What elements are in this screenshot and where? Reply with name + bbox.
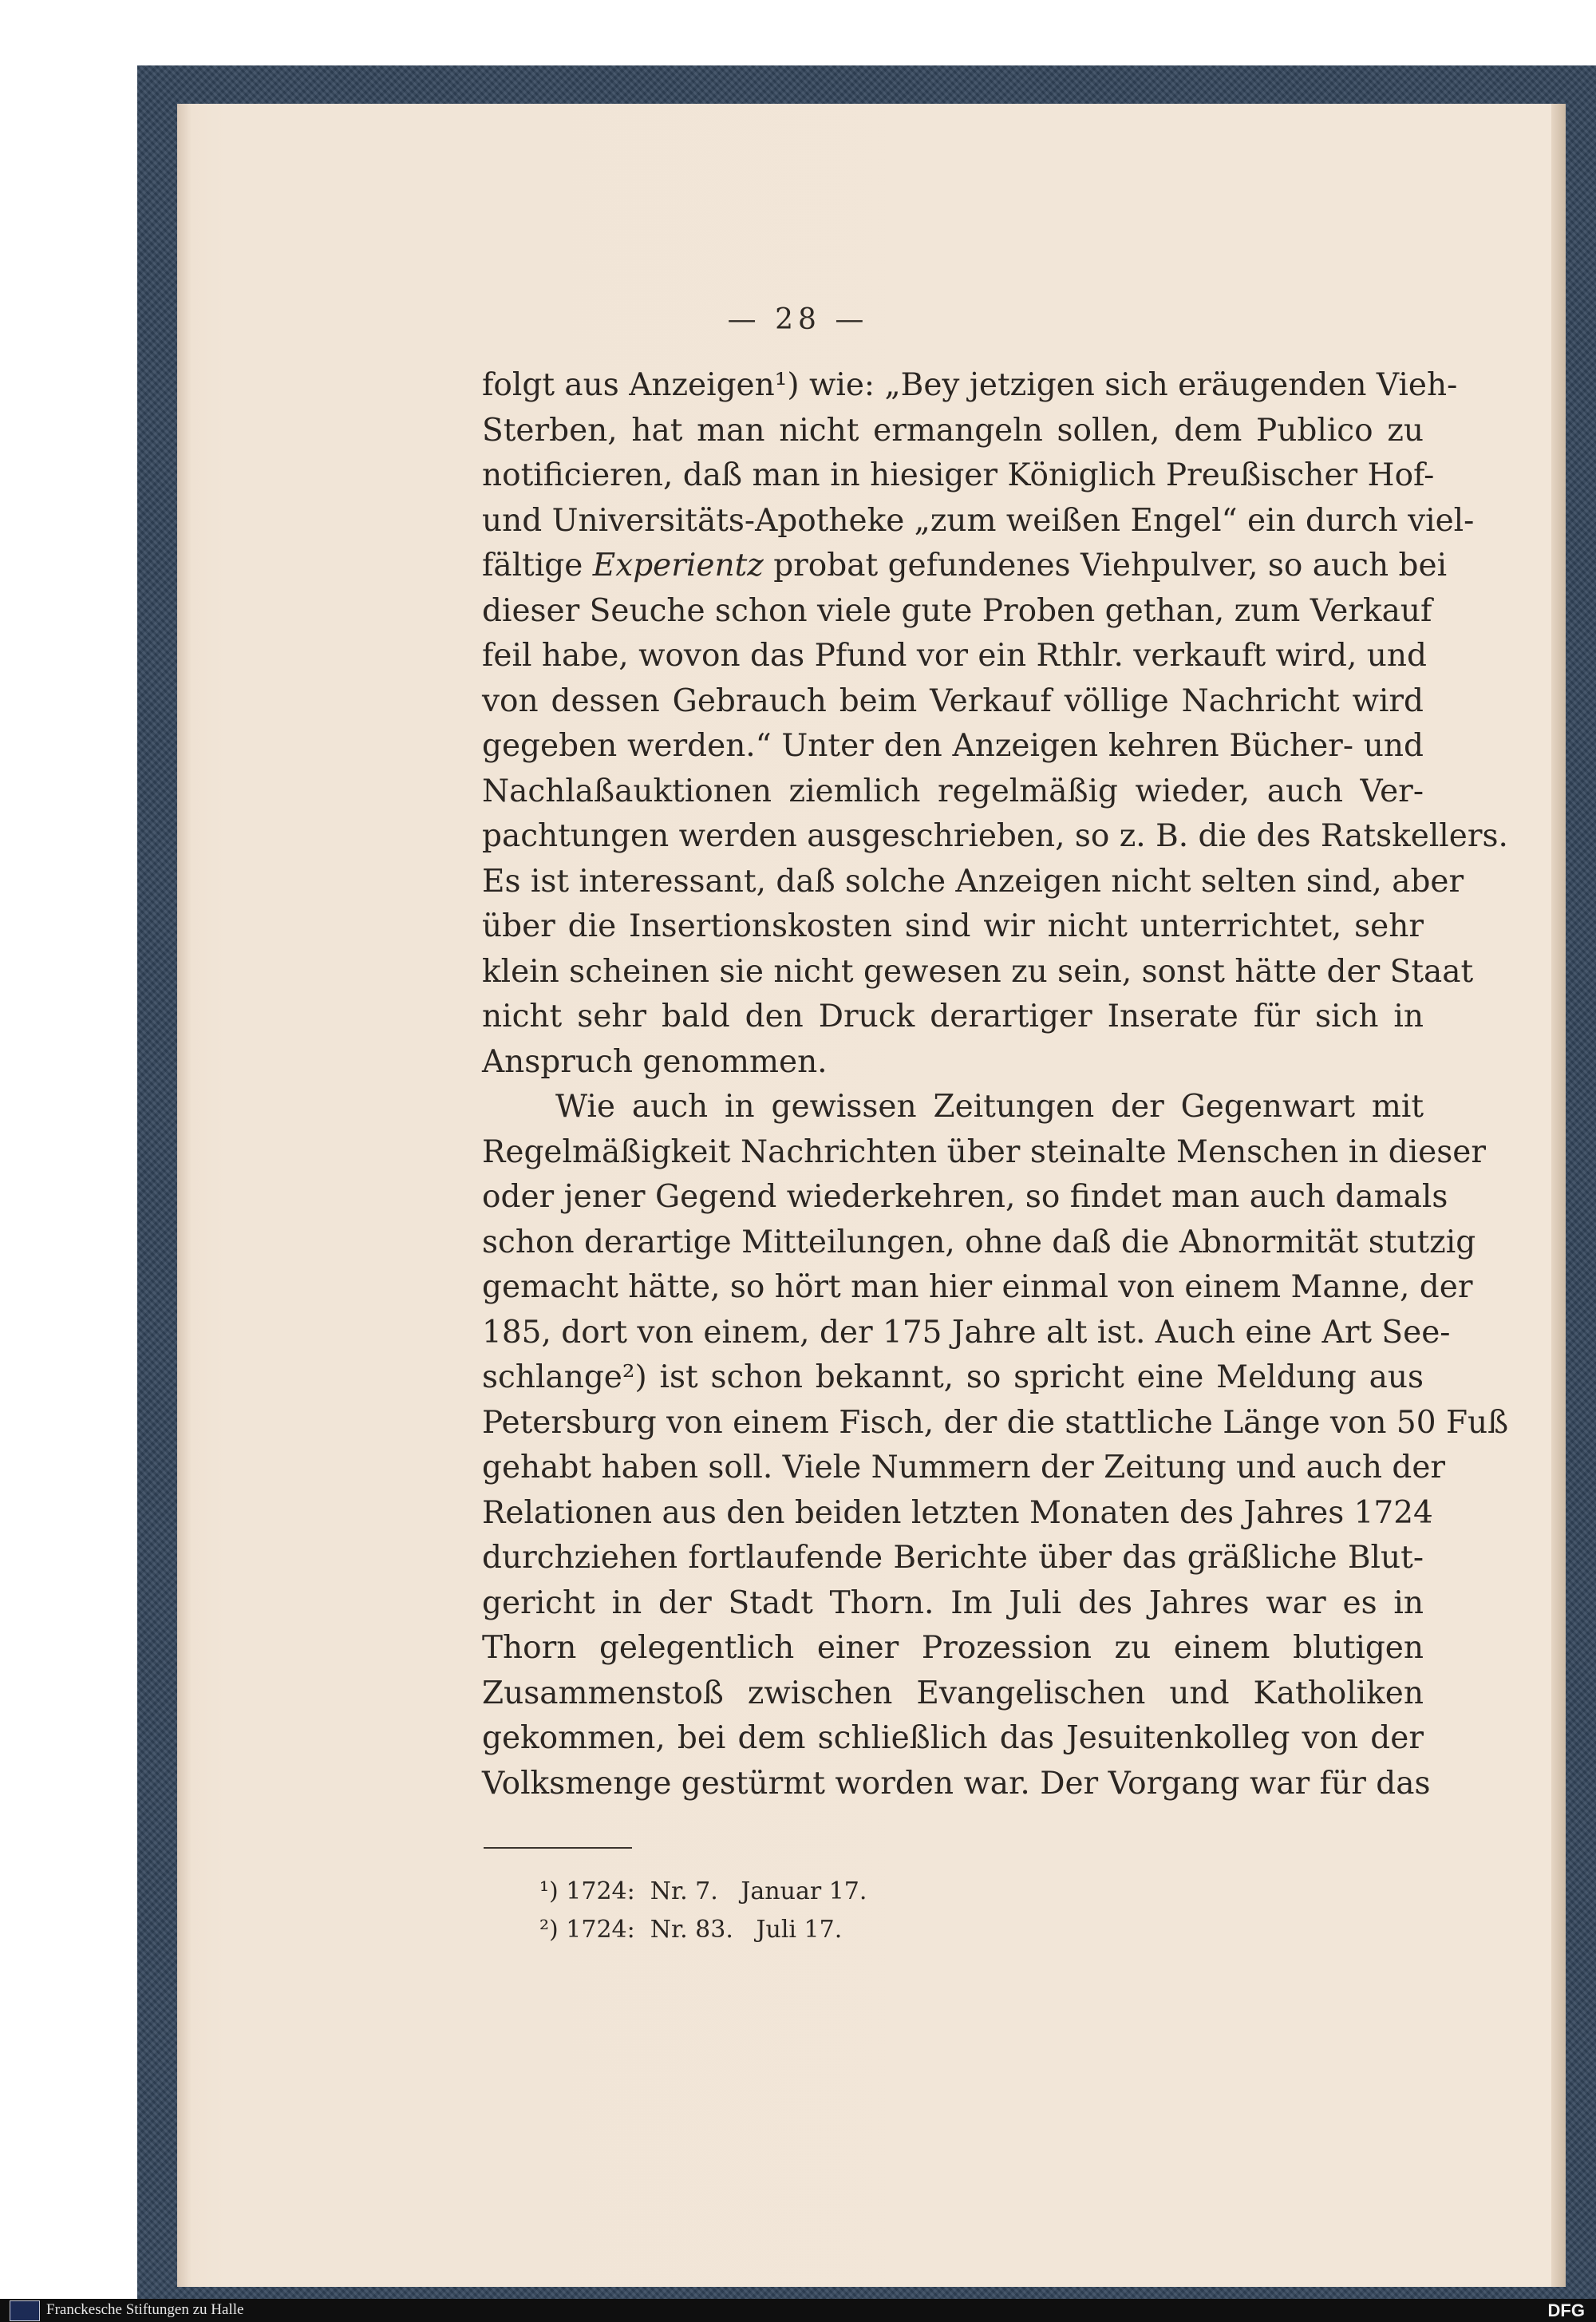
- text-line: dieser Seuche schon viele gute Proben gethan, zum Verkauf: [482, 592, 1432, 629]
- text-line: Es ist interessant, daß solche Anzeigen nicht selten sind, aber: [482, 863, 1464, 900]
- text-line: klein scheinen sie nicht gewesen zu sein, sonst hätte der Staat: [482, 953, 1474, 990]
- paragraph-1: [482, 363, 1508, 1085]
- page-edge: [1551, 104, 1566, 2287]
- paragraph-2: [482, 1085, 1509, 1806]
- text-line: Nachlaßauktionen ziemlich regelmäßig wieder, auch Ver-: [482, 773, 1424, 809]
- text-line: gehabt haben soll. Viele Nummern der Zeitung und auch der: [482, 1450, 1446, 1485]
- text-line: Regelmäßigkeit Nachrichten über steinalte Menschen in dieser: [482, 1133, 1486, 1170]
- dfg-logo: DFG: [1547, 2300, 1585, 2320]
- institution-logo-icon: [10, 2300, 40, 2321]
- text-line: fältige Experientz probat gefundenes Viehpulver, so auch bei: [482, 548, 1448, 583]
- text-line: Petersburg von einem Fisch, der die stattliche Länge von 50 Fuß: [482, 1404, 1509, 1441]
- text-line: gemacht hätte, so hört man hier einmal von einem Manne, der: [482, 1269, 1473, 1305]
- text-line: und Universitäts-Apotheke „zum weißen Engel“ ein durch viel-: [482, 502, 1475, 539]
- text-line: Volksmenge gestürmt worden war. Der Vorgang war für das: [482, 1765, 1431, 1802]
- text-line: nicht sehr bald den Druck derartiger Inserate für sich in: [482, 999, 1424, 1034]
- footnote-rule: [484, 1847, 632, 1849]
- text-line: schon derartige Mitteilungen, ohne daß die Abnormität stutzig: [482, 1224, 1476, 1260]
- footnote: ²) 1724: Nr. 83. Juli 17.: [539, 1916, 843, 1944]
- body-text: [482, 363, 1509, 1806]
- text-line: 185, dort von einem, der 175 Jahre alt ist. Auch eine Art See-: [482, 1314, 1451, 1351]
- text-line: Wie auch in gewissen Zeitungen der Gegenwart mit: [555, 1089, 1424, 1125]
- text-line: Relationen aus den beiden letzten Monaten des Jahres 1724: [482, 1494, 1433, 1531]
- text-line: Anspruch genommen.: [482, 1043, 828, 1080]
- text-line: pachtungen werden ausgeschrieben, so z. B. die des Ratskellers.: [482, 818, 1508, 854]
- emphasis: Experientz: [592, 548, 764, 583]
- text-line: oder jener Gegend wiederkehren, so findet man auch damals: [482, 1179, 1448, 1215]
- text-line: feil habe, wovon das Pfund vor ein Rthlr. verkauft wird, und: [482, 638, 1427, 674]
- text-line: gegeben werden.“ Unter den Anzeigen kehren Bücher- und: [482, 728, 1424, 764]
- footnotes: [539, 1873, 867, 1949]
- page-number: — 28 —: [727, 303, 869, 336]
- text-line: gericht in der Stadt Thorn. Im Juli des Jahres war es in: [482, 1584, 1424, 1621]
- text-line: gekommen, bei dem schließlich das Jesuitenkolleg von der: [482, 1720, 1424, 1756]
- footnote: ¹) 1724: Nr. 7. Januar 17.: [539, 1877, 867, 1905]
- institution-name: Franckesche Stiftungen zu Halle: [46, 2301, 244, 2318]
- text-line: durchziehen fortlaufende Berichte über das gräßliche Blut-: [482, 1540, 1424, 1576]
- text-line: schlange²) ist schon bekannt, so spricht eine Meldung aus: [482, 1359, 1424, 1395]
- text-line: folgt aus Anzeigen¹) wie: „Bey jetzigen sich eräugenden Vieh-: [482, 367, 1458, 403]
- text-line: Sterben, hat man nicht ermangeln sollen, dem Publico zu: [482, 412, 1424, 449]
- text-line: notificieren, daß man in hiesiger Königlich Preußischer Hof-: [482, 457, 1435, 493]
- text-line: über die Insertionskosten sind wir nicht unterrichtet, sehr: [482, 908, 1424, 944]
- text-line: Zusammenstoß zwischen Evangelischen und Katholiken: [482, 1675, 1424, 1711]
- text-line: Thorn gelegentlich einer Prozession zu einem blutigen: [482, 1630, 1424, 1666]
- text-line: von dessen Gebrauch beim Verkauf völlige Nachricht wird: [482, 682, 1424, 719]
